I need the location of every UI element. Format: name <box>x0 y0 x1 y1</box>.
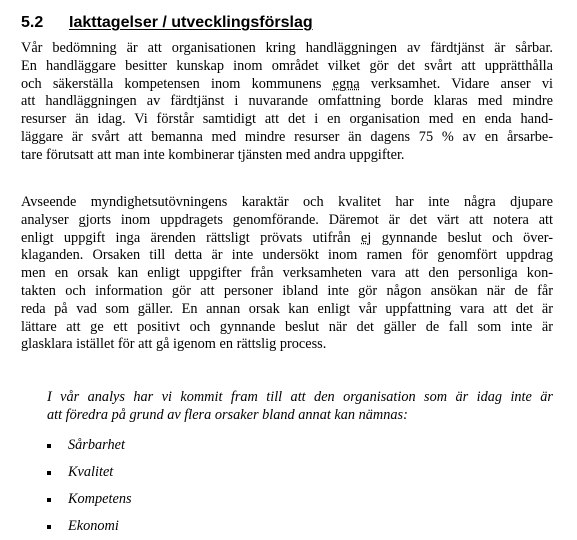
bullet-icon <box>47 471 51 475</box>
text-line: att handläggningen av färdtjänst i nuvarande omfattning borde klaras med mindre <box>21 93 553 110</box>
paragraph-organisation <box>21 40 553 165</box>
bullet-icon <box>47 525 51 529</box>
text-line: Avseende myndighetsutövningens karaktär och kvalitet har inte några djupare <box>21 194 553 210</box>
text-line: resurser än idag. Vi förstår samtidigt att det i en organisation med en enda hand- <box>21 111 553 128</box>
bullet-icon <box>47 498 51 502</box>
bullet-list <box>47 432 132 540</box>
bullet-icon <box>47 444 51 448</box>
analysis-quote <box>47 389 553 425</box>
list-item: Ekonomi <box>47 513 132 540</box>
underlined-word: ej <box>361 229 372 246</box>
text-line: lättare att ge ett positivt och gynnande beslut när det gäller de fall som inte är <box>21 318 553 335</box>
underlined-word: egna <box>332 75 360 92</box>
section-heading <box>21 12 313 34</box>
text-line: att föredra på grund av flera orsaker bland annat kan nämnas: <box>47 406 408 423</box>
text-line: men en orsak kan enligt uppgifter från verksamheten vara att den personliga kon- <box>21 265 553 282</box>
section-title: Iakttagelser / utvecklingsförslag <box>69 14 313 31</box>
text-line: glasklara istället för att gå igenom en rättslig process. <box>21 336 327 353</box>
text-line: analyser gjorts inom uppdragets genomförande. Däremot är det värt att notera att <box>21 211 553 228</box>
text-line: I vår analys har vi kommit fram till att den organisation som är idag inte är <box>47 389 553 405</box>
text-line: reda på vad som gäller. En annan orsak kan enligt vår uppfattning vara att det är <box>21 300 553 317</box>
text-line: och säkerställa kompetensen inom kommunens egna verksamhet. Vidare anser vi <box>21 75 553 92</box>
text-line: klaganden. Orsaken till detta är inte undersökt inom ramen för genomfört uppdrag <box>21 247 553 264</box>
text-line: enligt uppgift inga ärenden rättsligt prövats utifrån ej gynnande beslut och över- <box>21 229 553 246</box>
text-line: takten och information gör att personer ibland inte gör någon ansökan när de får <box>21 282 553 299</box>
list-item: Kvalitet <box>47 459 132 486</box>
section-number: 5.2 <box>21 14 44 31</box>
text-line: tare förutsatt att man inte kombinerar tjänsten med andra uppgifter. <box>21 146 405 163</box>
list-item: Sårbarhet <box>47 432 132 459</box>
text-line: läggare är svårt att bemanna med mindre resurser än dagens 75 % av en årsarbe- <box>21 128 553 145</box>
text-line: Vår bedömning är att organisationen kring handläggningen av färdtjänst är sårbar. <box>21 40 553 56</box>
paragraph-myndighetsutovning <box>21 194 553 354</box>
list-item: Kompetens <box>47 486 132 513</box>
text-line: En handläggare besitter kunskap inom området vilket gör det svårt att upprätthålla <box>21 57 553 74</box>
